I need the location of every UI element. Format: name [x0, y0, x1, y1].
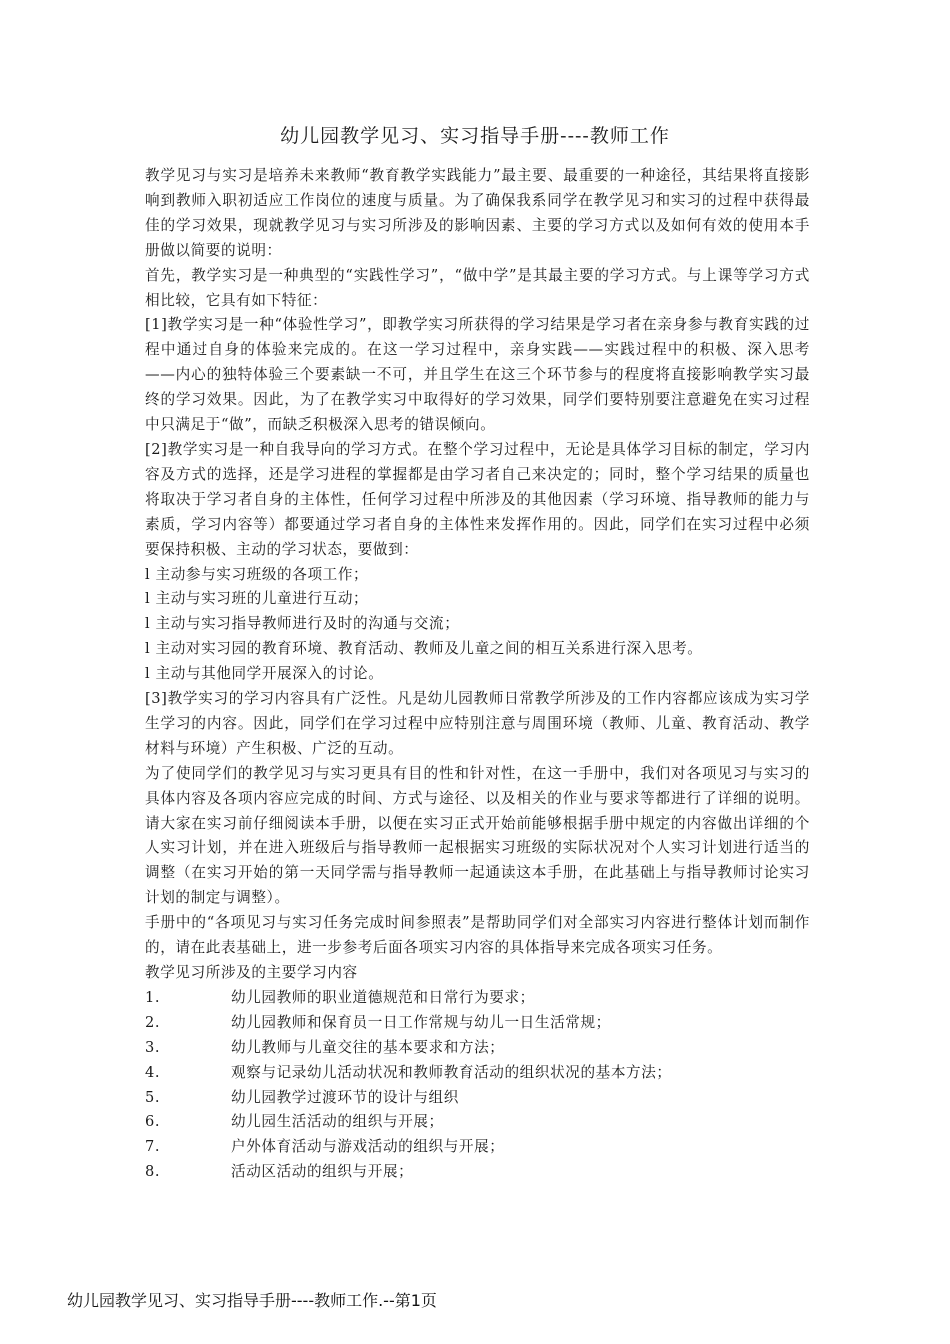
list-item — [145, 1160, 810, 1185]
bullet-item: l 主动与其他同学开展深入的讨论。 — [145, 665, 384, 683]
paragraph-intro: 教学见习与实习是培养未来教师“教育教学实践能力”最主要、最重要的一种途径，其结果将直接影响到教师入职初适应工作岗位的速度与质量。为了确保我系同学在教学见习和实习的过程中获得最佳的学习效果，现就教学见习与实习所涉及的影响因素、主要的学习方式以及如何有效的使用本手册做以简要的说明： — [145, 167, 810, 259]
list-item-number: 7. — [145, 1138, 161, 1156]
paragraph-reference-table: 手册中的“各项见习与实习任务完成时间参照表”是帮助同学们对全部实习内容进行整体计划而制作的，请在此表基础上，进一步参考后面各项实习内容的具体指导来完成各项实习任务。 — [145, 914, 810, 957]
document-body — [145, 164, 810, 1185]
list-item-number: 2. — [145, 1013, 161, 1031]
list-item-number: 8. — [145, 1163, 161, 1181]
paragraph-point-1: [1]教学实习是一种“体验性学习”，即教学实习所获得的学习结果是学习者在亲身参与教育实践的过程中通过自身的体验来完成的。在这一学习过程中，亲身实践——实践过程中的积极、深入思考——内心的独特体验三个要素缺一不可，并且学生在这三个环节参与的程度将直接影响教学实习最终的学习效果。因此，为了在教学实习中取得好的学习效果，同学们要特别要注意避免在实习过程中只满足于“做”，而缺乏积极深入思考的错误倾向。 — [145, 316, 810, 434]
paragraph-first: 首先，教学实习是一种典型的“实践性学习”，“做中学”是其最主要的学习方式。与上课等学习方式相比较，它具有如下特征： — [145, 266, 810, 309]
list-item — [145, 1061, 810, 1086]
list-item-text: 观察与记录幼儿活动状况和教师教育活动的组织状况的基本方法； — [231, 1063, 672, 1081]
list-item — [145, 1086, 810, 1111]
list-item-text: 户外体育活动与游戏活动的组织与开展； — [231, 1138, 505, 1156]
bullet-item: l 主动与实习指导教师进行及时的沟通与交流； — [145, 615, 460, 633]
list-item-number: 3. — [145, 1038, 161, 1056]
list-item — [145, 986, 810, 1011]
list-item — [145, 1011, 810, 1036]
list-item-text: 活动区活动的组织与开展； — [231, 1163, 414, 1181]
bullet-item: l 主动参与实习班级的各项工作； — [145, 565, 369, 583]
list-item-text: 幼儿园教学过渡环节的设计与组织 — [231, 1088, 459, 1106]
section-heading: 教学见习所涉及的主要学习内容 — [145, 964, 358, 981]
list-item — [145, 1110, 810, 1135]
list-item-text: 幼儿园生活活动的组织与开展； — [231, 1113, 444, 1131]
list-item — [145, 1135, 810, 1160]
list-item-number: 5. — [145, 1088, 161, 1106]
paragraph-point-3: [3]教学实习的学习内容具有广泛性。凡是幼儿园教师日常教学所涉及的工作内容都应该成为实习学生学习的内容。因此，同学们在学习过程中应特别注意与周围环境（教师、儿童、教育活动、教学材料与环境）产生积极、广泛的互动。 — [145, 690, 810, 757]
bullet-item: l 主动对实习园的教育环境、教育活动、教师及儿童之间的相互关系进行深入思考。 — [145, 640, 703, 658]
bullet-item: l 主动与实习班的儿童进行互动； — [145, 590, 369, 608]
list-item-text: 幼儿教师与儿童交往的基本要求和方法； — [231, 1038, 505, 1056]
paragraph-purpose: 为了使同学们的教学见习与实习更具有目的性和针对性，在这一手册中，我们对各项见习与实习的具体内容及各项内容应完成的时间、方式与途径、以及相关的作业与要求等都进行了详细的说明。请大家在实习前仔细阅读本手册，以便在实习正式开始前能够根据手册中规定的内容做出详细的个人实习计划，并在进入班级后与指导教师一起根据实习班级的实际状况对个人实习计划进行适当的调整（在实习开始的第一天同学需与指导教师一起通读这本手册，在此基础上与指导教师讨论实习计划的制定与调整）。 — [145, 764, 810, 907]
list-item-number: 1. — [145, 988, 161, 1006]
paragraph-point-2: [2]教学实习是一种自我导向的学习方式。在整个学习过程中，无论是具体学习目标的制定，学习内容及方式的选择，还是学习进程的掌握都是由学习者自己来决定的；同时，整个学习结果的质量也将取决于学习者自身的主体性，任何学习过程中所涉及的其他因素（学习环境、指导教师的能力与素质，学习内容等）都要通过学习者自身的主体性来发挥作用的。因此，同学们在实习过程中必须要保持积极、主动的学习状态，要做到： — [145, 440, 810, 558]
list-item-number: 4. — [145, 1063, 161, 1081]
content-list — [145, 986, 810, 1185]
document-title: 幼儿园教学见习、实习指导手册----教师工作 — [280, 125, 670, 147]
list-item-number: 6. — [145, 1113, 161, 1131]
list-item — [145, 1036, 810, 1061]
list-item-text: 幼儿园教师的职业道德规范和日常行为要求； — [231, 988, 535, 1006]
page-footer: 幼儿园教学见习、实习指导手册----教师工作.--第1页 — [67, 1291, 437, 1310]
list-item-text: 幼儿园教师和保育员一日工作常规与幼儿一日生活常规； — [231, 1013, 611, 1031]
